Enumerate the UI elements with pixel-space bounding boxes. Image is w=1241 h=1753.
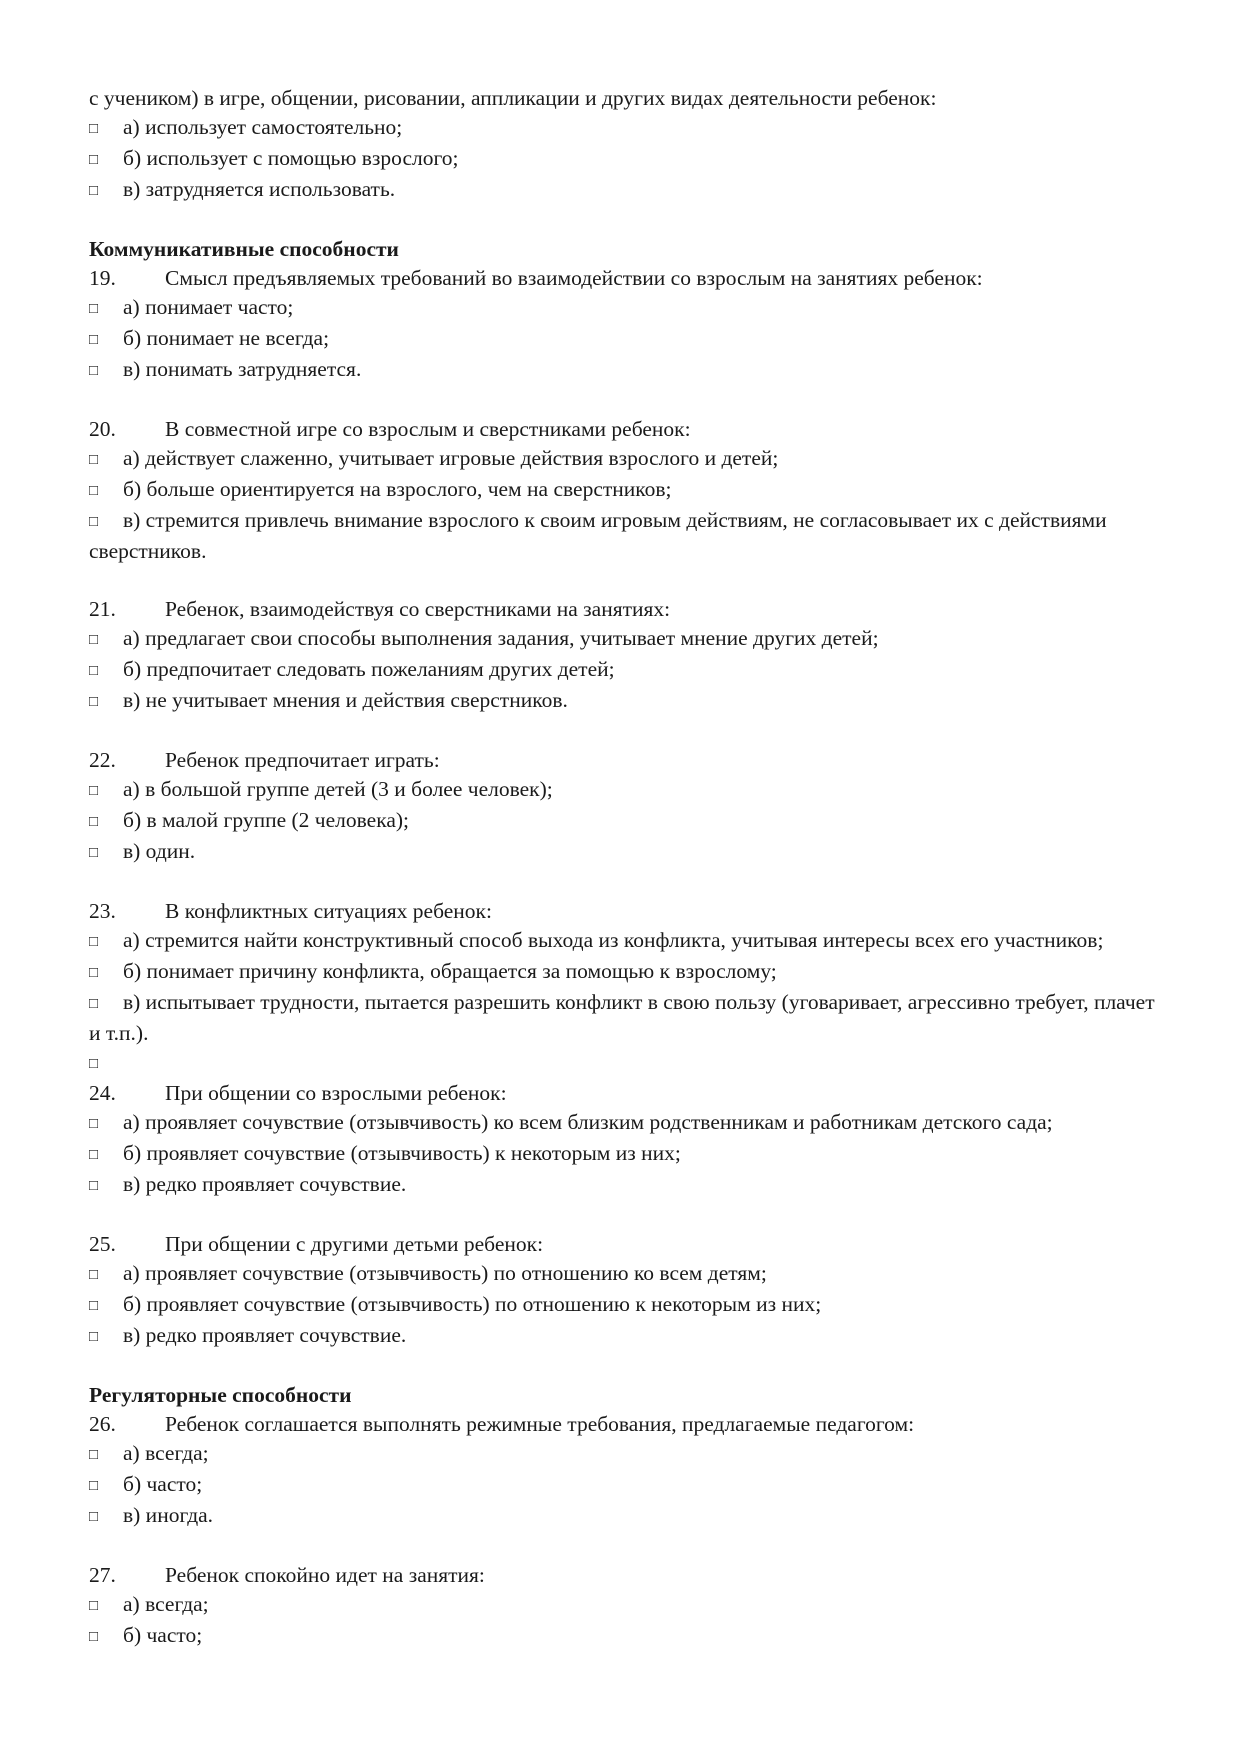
checkbox-icon[interactable]: □: [89, 152, 99, 168]
option[interactable]: □ а) в большой группе детей (3 и более человек);: [89, 775, 1169, 806]
option[interactable]: □ в) понимать затрудняется.: [89, 355, 1169, 386]
option[interactable]: □ в) редко проявляет сочувствие.: [89, 1321, 1169, 1352]
checkbox-icon[interactable]: □: [89, 845, 99, 861]
checkbox-icon[interactable]: □: [89, 1056, 99, 1072]
option[interactable]: □ б) больше ориентируется на взрослого, чем на сверстников;: [89, 475, 1169, 506]
checkbox-icon[interactable]: □: [89, 783, 99, 799]
option[interactable]: □ в) не учитывает мнения и действия сверстников.: [89, 686, 1169, 717]
option[interactable]: □ б) в малой группе (2 человека);: [89, 806, 1169, 837]
option[interactable]: □ б) понимает не всегда;: [89, 324, 1169, 355]
option[interactable]: □ б) часто;: [89, 1470, 1169, 1501]
option[interactable]: □ б) проявляет сочувствие (отзывчивость) по отношению к некоторым из них;: [89, 1290, 1169, 1321]
option[interactable]: □ в) испытывает трудности, пытается разрешить конфликт в свою пользу (уговаривает, агрессивно требует, плачет и т.п.).: [89, 990, 1155, 1045]
option[interactable]: □ б) проявляет сочувствие (отзывчивость) к некоторым из них;: [89, 1139, 1169, 1170]
question: 24. При общении со взрослыми ребенок:: [89, 1081, 507, 1105]
option[interactable]: □ в) стремится привлечь внимание взрослого к своим игровым действиям, не согласовывает их с действиями сверстников.: [89, 508, 1107, 563]
checkbox-icon[interactable]: □: [89, 301, 99, 317]
checkbox-icon[interactable]: □: [89, 514, 99, 530]
checkbox-icon[interactable]: □: [89, 183, 99, 199]
checkbox-icon[interactable]: □: [89, 1298, 99, 1314]
option[interactable]: □ а) всегда;: [89, 1590, 1169, 1621]
option[interactable]: □ а) предлагает свои способы выполнения задания, учитывает мнение других детей;: [89, 624, 1169, 655]
checkbox-icon[interactable]: □: [89, 1147, 99, 1163]
option[interactable]: □ а) понимает часто;: [89, 293, 1169, 324]
intro-continuation: с учеником) в игре, общении, рисовании, аппликации и других видах деятельности ребенок:: [89, 86, 937, 110]
option[interactable]: □ б) предпочитает следовать пожеланиям других детей;: [89, 655, 1169, 686]
checkbox-icon[interactable]: □: [89, 1509, 99, 1525]
question: 27. Ребенок спокойно идет на занятия:: [89, 1563, 485, 1587]
checkbox-icon[interactable]: □: [89, 1116, 99, 1132]
checkbox-icon[interactable]: □: [89, 1478, 99, 1494]
option[interactable]: □ в) один.: [89, 837, 1169, 868]
question: 20. В совместной игре со взрослым и сверстниками ребенок:: [89, 417, 691, 441]
document-page: [89, 84, 1169, 1652]
option[interactable]: □ а) действует слаженно, учитывает игровые действия взрослого и детей;: [89, 444, 1169, 475]
option[interactable]: □ а) использует самостоятельно;: [89, 113, 1169, 144]
checkbox-icon[interactable]: □: [89, 934, 99, 950]
checkbox-icon[interactable]: □: [89, 1267, 99, 1283]
option[interactable]: □ а) стремится найти конструктивный способ выхода из конфликта, учитывая интересы всех его участников;: [89, 926, 1169, 957]
option[interactable]: □ в) иногда.: [89, 1501, 1169, 1532]
question: 26. Ребенок соглашается выполнять режимные требования, предлагаемые педагогом:: [89, 1412, 915, 1436]
option[interactable]: □ а) всегда;: [89, 1439, 1169, 1470]
checkbox-icon[interactable]: □: [89, 332, 99, 348]
checkbox-icon[interactable]: □: [89, 632, 99, 648]
option[interactable]: □ б) часто;: [89, 1621, 1169, 1652]
checkbox-icon[interactable]: □: [89, 694, 99, 710]
checkbox-icon[interactable]: □: [89, 1447, 99, 1463]
checkbox-icon[interactable]: □: [89, 814, 99, 830]
checkbox-icon[interactable]: □: [89, 452, 99, 468]
option[interactable]: □ а) проявляет сочувствие (отзывчивость) ко всем близким родственникам и работникам детского сада;: [89, 1108, 1169, 1139]
checkbox-icon[interactable]: □: [89, 996, 99, 1012]
option[interactable]: □ в) затрудняется использовать.: [89, 175, 1169, 206]
question: 21. Ребенок, взаимодействуя со сверстниками на занятиях:: [89, 597, 671, 621]
checkbox-icon[interactable]: □: [89, 363, 99, 379]
checkbox-icon[interactable]: □: [89, 1329, 99, 1345]
option[interactable]: □ в) редко проявляет сочувствие.: [89, 1170, 1169, 1201]
checkbox-icon[interactable]: □: [89, 121, 99, 137]
option[interactable]: □ а) проявляет сочувствие (отзывчивость) по отношению ко всем детям;: [89, 1259, 1169, 1290]
checkbox-icon[interactable]: □: [89, 1178, 99, 1194]
checkbox-icon[interactable]: □: [89, 965, 99, 981]
checkbox-icon[interactable]: □: [89, 663, 99, 679]
question: 25. При общении с другими детьми ребенок:: [89, 1232, 544, 1256]
section-title: Коммуникативные способности: [89, 237, 399, 261]
section-title: Регуляторные способности: [89, 1383, 352, 1407]
option[interactable]: □ б) использует с помощью взрослого;: [89, 144, 1169, 175]
checkbox-icon[interactable]: □: [89, 483, 99, 499]
question: 22. Ребенок предпочитает играть:: [89, 748, 440, 772]
checkbox-icon[interactable]: □: [89, 1629, 99, 1645]
option[interactable]: □ б) понимает причину конфликта, обращается за помощью к взрослому;: [89, 957, 1169, 988]
question: 19. Смысл предъявляемых требований во взаимодействии со взрослым на занятиях ребенок:: [89, 266, 983, 290]
question: 23. В конфликтных ситуациях ребенок:: [89, 899, 492, 923]
checkbox-icon[interactable]: □: [89, 1598, 99, 1614]
empty-option[interactable]: [89, 1048, 1169, 1079]
